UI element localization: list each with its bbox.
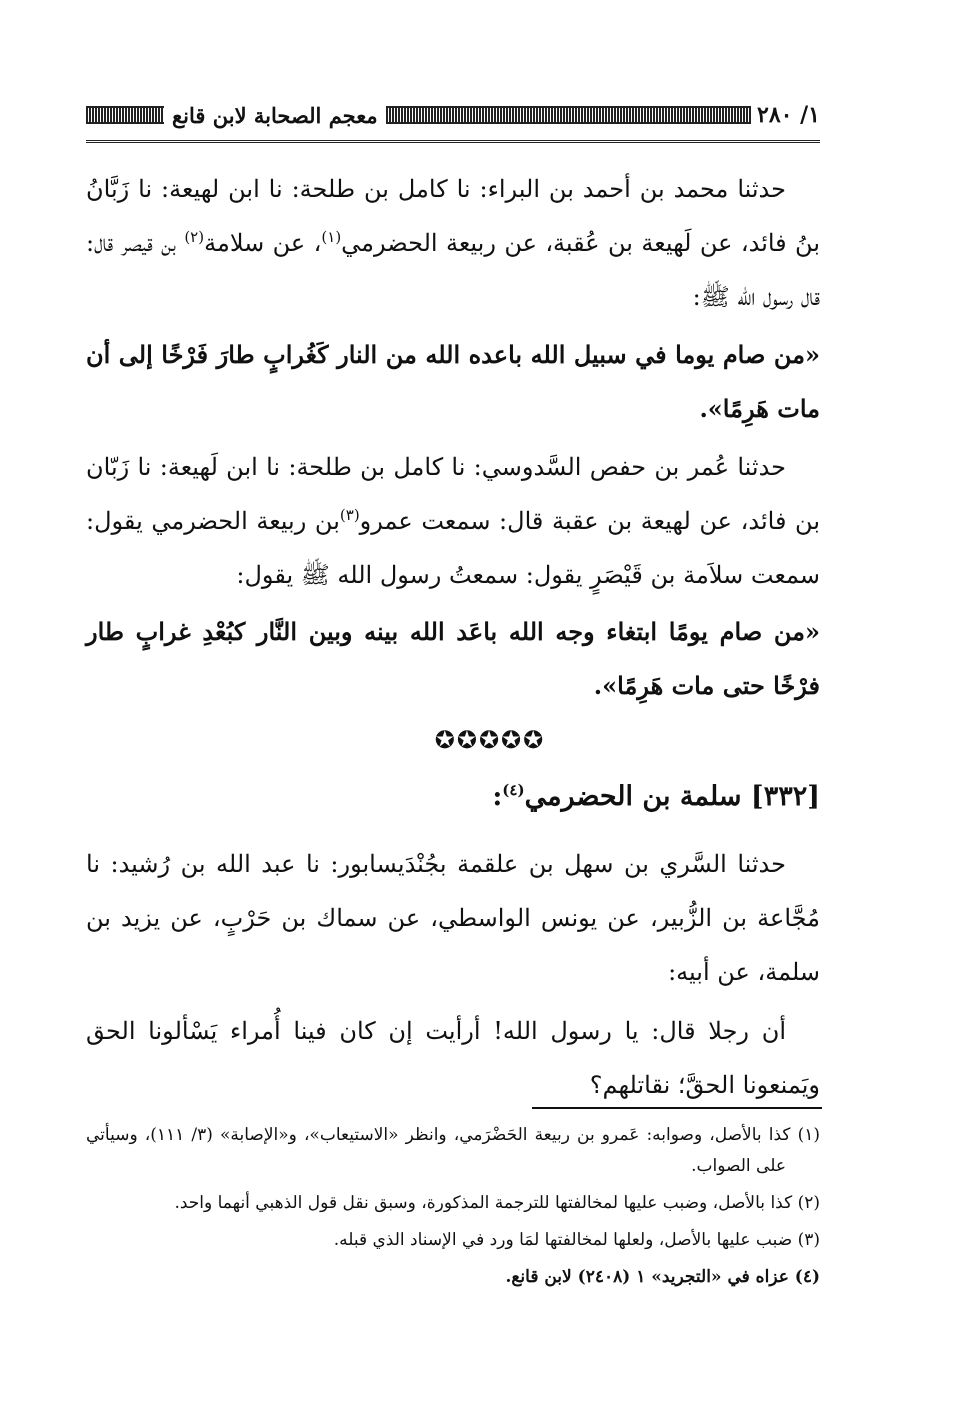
header-ornament-middle (386, 106, 701, 124)
paragraph-text: بن ربيعة الحضرمي يقول: سمعت سلاَمة بن قَيْصَرٍ يقول: سمعتُ رسول الله ﷺ يقول: (86, 507, 820, 589)
footnote-ref-2[interactable]: (٢) (184, 228, 205, 246)
footnote-ref-1[interactable]: (١) (321, 228, 342, 246)
footnote-ref-3[interactable]: (٣) (339, 506, 360, 524)
running-header (86, 98, 820, 132)
header-ornament-right (701, 106, 751, 124)
entry-heading (86, 770, 820, 824)
hadith-quote: «من صام يومًا ابتغاء وجه الله باعَد الله بينه وبين النَّار كبُعْدِ غرابٍ طار فرْخًا حتى مات هَرِمًا». (86, 617, 820, 700)
header-divider (86, 140, 820, 143)
entry-title-colon: : (492, 781, 503, 812)
book-title: معجم الصحابة لابن قانع (172, 102, 378, 128)
header-ornament-left (86, 106, 164, 124)
narration-paragraph (86, 1004, 820, 1112)
footnotes (86, 1120, 820, 1299)
isnad-paragraph-3 (86, 837, 820, 999)
isnad-paragraph-1 (86, 162, 820, 324)
page-number: ١/ ٢٨٠ (757, 102, 820, 128)
paragraph-text: حدثنا عُمر بن حفص السَّدوسي: نا كامل بن طلحة: نا ابن لَهيعة: نا زَبّان بن فائد، عن لهيعة بن عقبة قال: سمعت عمرو (86, 453, 820, 535)
hadith-text-2 (86, 605, 820, 713)
footnote-2: (٢) كذا بالأصل، وضبب عليها لمخالفتها للترجمة المذكورة، وسبق نقل قول الذهبي أنهما واحد. (174, 1193, 820, 1213)
hadith-quote: «من صام يوما في سبيل الله باعده الله من النار كَغُرابٍ طارَ فَرْخًا إلى أن مات هَرِمًا». (86, 340, 820, 423)
footnote-3: (٣) ضبب عليها بالأصل، ولعلها لمخالفتها لمَا ورد في الإسناد الذي قبله. (333, 1230, 820, 1250)
footnote-divider (532, 1107, 822, 1109)
paragraph-text: حدثنا محمد بن أحمد بن البراء: نا كامل بن طلحة: نا ابن لهيعة: نا زَبَّانُ بنُ فائد، عن لَهيعة بن عُقبة، عن ربيعة الحضرمي (86, 175, 821, 257)
paragraph-text: حدثنا السَّري بن سهل بن علقمة بجُنْدَيسابور: نا عبد الله بن رُشيد: نا مُجَّاعة بن الزُّبير، عن يونس الواسطي، عن سماك بن حَرْبٍ، عن يزيد بن سلمة، عن أبيه: (86, 850, 820, 986)
paragraph-text: ، عن سلامة (204, 229, 322, 257)
entry-title-text: [٣٣٢] سلمة بن الحضرمي (524, 781, 820, 812)
footnote-4: (٤) عزاه في «التجريد» ١ (٢٤٠٨) لابن قانع. (505, 1267, 820, 1287)
footnote-ref-4[interactable]: (٤) (502, 781, 525, 799)
paragraph-text: بن قيصر قال: قال رسول الله ﷺ: (86, 229, 820, 311)
hadith-text-1 (86, 328, 820, 436)
section-separator: ✪✪✪✪✪ (434, 726, 546, 754)
isnad-paragraph-2 (86, 440, 820, 602)
footnote-1: (١) كذا بالأصل، وصوابه: عَمرو بن ربيعة الحَضْرَمي، وانظر «الاستيعاب»، و«الإصابة» (٣/ ١١١)، وسيأتي على الصواب. (86, 1125, 820, 1176)
paragraph-text: أن رجلا قال: يا رسول الله! أرأيت إن كان فينا أُمراء يَسْألونا الحق ويَمنعونا الحقَّ؛ نقاتلهم؟ (86, 1017, 820, 1099)
